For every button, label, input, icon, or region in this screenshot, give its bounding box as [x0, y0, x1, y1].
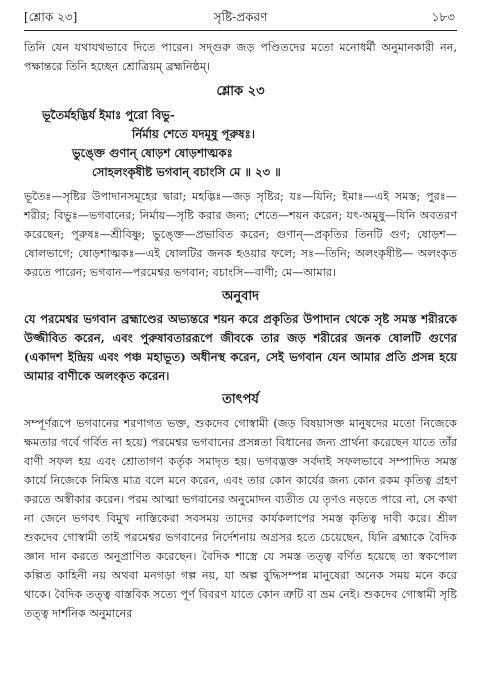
synonyms-paragraph: ভূতৈঃ—সৃষ্টির উপাদানসমূহের দ্বারা; মহদ্ভিঃ—জড় সৃষ্টির; যঃ—যিনি; ইমাঃ—এই সমস্ত; পুরঃ—শরীর; বিভুঃ—ভগবানের; নির্মায়—সৃষ্টি করার জন্য; শেতে—শয়ন করেন; যৎ-অমূষু—যিনি অবতরণ করেছেন; পূরুষঃ—শ্রীবিষ্ণু; ভুঙ্ক্তে—প্রভাবিত করেন; গুণান্—প্রকৃতির তিনটি গুণ; ষোড়শ—ষোলভাগে; ষোড়শাত্মকঃ—এই ষোলটির জনক হওয়ার ফলে; সঃ—তিনি; অলংকৃষীষ্ট— অলংকৃত করতে পারেন; ভগবান—পরমেশ্বর ভগবান; বচাংসি—বাণী; মে—আমার।: [24, 190, 457, 279]
translation-paragraph: যে পরমেশ্বর ভগবান ব্রহ্মাণ্ডের অভ্যন্তরে শয়ন করে প্রকৃতির উপাদান থেকে সৃষ্ট সমস্ত শরীরকে উজ্জীবিত করেন, এবং পুরুষাবতাররূপে জীবকে তার জড় শরীরের জনক ষোলটি গুণের (একাদশ ইন্দ্রিয় এবং পঞ্চ মহাভূত) অধীনস্থ করেন, সেই ভগবান যেন আমার প্রতি প্রসন্ন হয়ে আমার বাণীকে অলংকৃত করেন।: [24, 312, 457, 383]
verse-line: ভূতৈর্মহদ্ভির্য ইমাঃ পুরো বিভু-: [42, 108, 175, 122]
verse-heading: শ্লোক ২৩: [216, 84, 265, 99]
running-header: [24, 0, 457, 30]
intro-paragraph: তিনি যেন যথাযথভাবে দিতে পারেন। সদ্গুরু জড় পণ্ডিতদের মতো মনোধর্মী অনুমানকারী নন, পক্ষান্তরে তিনি হচ্ছেন শ্রোত্রিয়ম্ ব্রহ্মনিষ্ঠম্।: [24, 41, 457, 73]
translation-heading: অনুবাদ: [222, 289, 259, 304]
purport-heading: তাৎপর্য: [222, 392, 259, 407]
page-number: ১৮৩: [431, 10, 455, 24]
verse-line: ভুঙ্ক্তে গুণান্ ষোড়শ ষোড়শাত্মকঃ: [72, 146, 233, 160]
purport-paragraph: সম্পূর্ণরূপে ভগবানের শরণাগত ভক্ত, শুকদেব গোস্বামী (জড় বিষয়াসক্ত মানুষদের মতো নিজেকে ক্ষমতার গর্বে গর্বিত না হয়ে) পরমেশ্বর ভগবানের প্রসন্নতা বিধানের জন্য প্রার্থনা করেছেন যাতে তাঁর বাণী সফল হয় এবং শ্রোতাগণ কর্তৃক সমাদৃত হয়। ভগবদ্ভক্ত সর্বদাই সফলভাবে সম্পাদিত সমস্ত কার্যে নিজেকে নিমিত্ত মাত্র বলে মনে করেন, এবং তার কোন কার্যের জন্য কোন রকম কৃতিত্ব গ্রহণ করতে অস্বীকার করেন। পরম আত্মা ভগবানের অনুমোদন ব্যতীত যে তৃণও নড়তে পারে না, সে কথা না জেনে ভগবৎ বিমুখ নাস্তিকেরা সবসময় তাদের কার্যকলাপের সমস্ত কৃতিত্ব দাবী করে। শ্রীল শুকদেব গোস্বামী তাই পরমেশ্বর ভগবানের নির্দেশনায় অগ্রসর হতে চেয়েছেন, যিনি ব্রহ্মাকে বৈদিক জ্ঞান দান করতে অনুপ্রাণিত করেছেন। বৈদিক শাস্ত্রে যে সমস্ত তত্ত্ব বর্ণিত হয়েছে তা স্বকপোল কল্পিত কাহিনী নয় অথবা মনগড়া গল্প নয়, যা অল্প বুদ্ধিসম্পন্ন মানুষেরা অনেক সময় মনে করে থাকে। বৈদিক তত্ত্ব বাস্তবিক সত্যে পূর্ণ বিবরণ যাতে কোন ত্রুটি বা ভ্রম নেই। শুকদেব গোস্বামী সৃষ্টি তত্ত্ব দার্শনিক অনুমানের: [24, 417, 457, 620]
header-verse-ref: [শ্লোক ২৩]: [24, 10, 78, 24]
header-chapter-title: সৃষ্টি-প্রকরণ: [213, 10, 268, 24]
header-rule: [24, 30, 457, 31]
verse-line: সোহলংকৃষীষ্ট ভগবান্ বচাংসি মে ॥ ২৩ ॥: [92, 165, 281, 179]
verse-block: [24, 106, 457, 182]
verse-line: র্নির্মায় শেতে যদমূষু পূরুষঃ।: [132, 127, 255, 141]
